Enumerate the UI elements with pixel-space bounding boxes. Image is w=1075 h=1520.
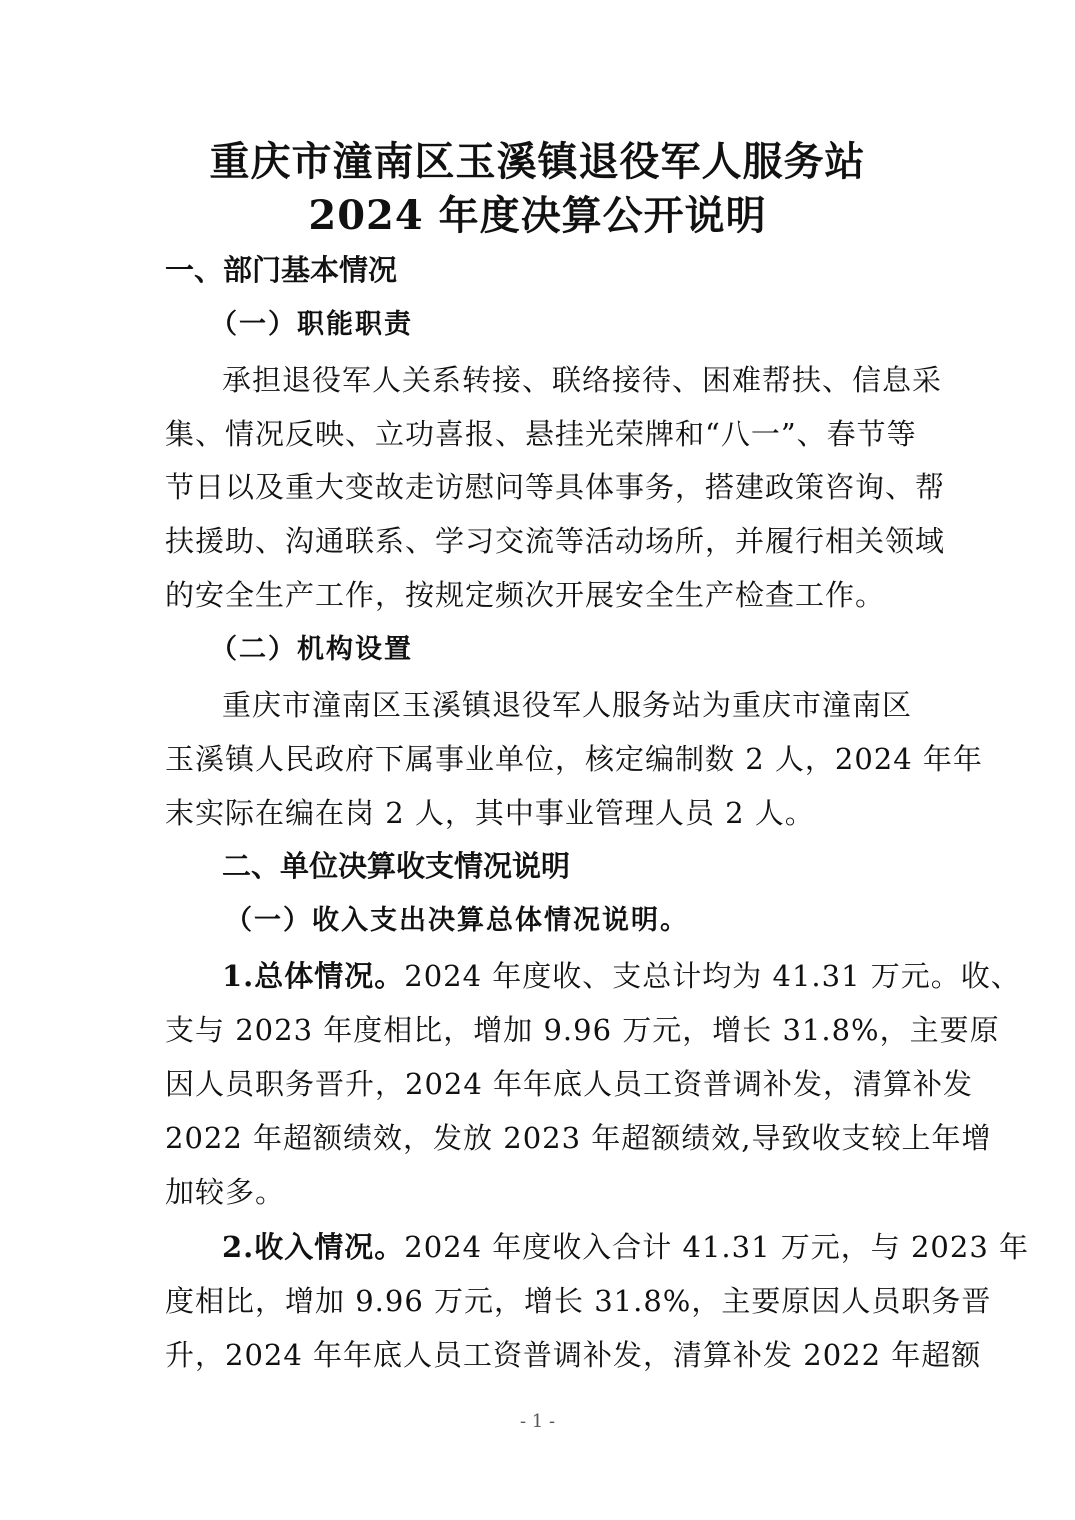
- section-heading-basic-info: 一、部门基本情况: [165, 253, 398, 287]
- paragraph-line: 加较多。: [165, 1175, 286, 1209]
- document-title-line1: 重庆市潼南区玉溪镇退役军人服务站: [209, 138, 866, 185]
- paragraph-line: 重庆市潼南区玉溪镇退役军人服务站为重庆市潼南区: [222, 688, 913, 722]
- paragraph-line: 节日以及重大变故走访慰问等具体事务，搭建政策咨询、帮: [165, 470, 946, 504]
- paragraph-line: 玉溪镇人民政府下属事业单位，核定编制数 2 人，2024 年年: [165, 742, 983, 776]
- paragraph-text: 2024 年度收入合计 41.31 万元，与 2023 年: [404, 1230, 1029, 1264]
- document-title-line2: 2024 年度决算公开说明: [308, 192, 767, 239]
- page-number: - 1 -: [519, 1411, 556, 1432]
- paragraph-line: 的安全生产工作，按规定频次开展安全生产检查工作。: [165, 578, 886, 612]
- paragraph-lead: 2.收入情况。: [222, 1230, 405, 1264]
- paragraph-text: 2024 年度收、支总计均为 41.31 万元。收、: [404, 959, 1021, 993]
- paragraph-line: [222, 958, 1021, 994]
- subsection-heading-duties: （一）职能职责: [210, 309, 413, 340]
- paragraph-line: 扶援助、沟通联系、学习交流等活动场所，并履行相关领域: [165, 524, 946, 558]
- paragraph-line: 承担退役军人关系转接、联络接待、困难帮扶、信息采: [222, 363, 943, 397]
- paragraph-lead: 1.总体情况。: [222, 959, 405, 993]
- paragraph-line: 末实际在编在岗 2 人，其中事业管理人员 2 人。: [165, 796, 815, 830]
- paragraph-line: [222, 1229, 1029, 1265]
- paragraph-line: 支与 2023 年度相比，增加 9.96 万元，增长 31.8%，主要原: [165, 1013, 1000, 1047]
- paragraph-line: 升，2024 年年底人员工资普调补发，清算补发 2022 年超额: [165, 1338, 982, 1372]
- subsection-heading-overall: （一）收入支出决算总体情况说明。: [225, 905, 689, 936]
- paragraph-line: 因人员职务晋升，2024 年年底人员工资普调补发，清算补发: [165, 1067, 974, 1101]
- paragraph-line: 度相比，增加 9.96 万元，增长 31.8%，主要原因人员职务晋: [165, 1284, 992, 1318]
- section-heading-budget-explanation: 二、单位决算收支情况说明: [222, 849, 571, 883]
- paragraph-line: 集、情况反映、立功喜报、悬挂光荣牌和“八一”、春节等: [165, 417, 917, 451]
- paragraph-line: 2022 年超额绩效，发放 2023 年超额绩效,导致收支较上年增: [165, 1121, 992, 1155]
- subsection-heading-organization: （二）机构设置: [210, 634, 413, 665]
